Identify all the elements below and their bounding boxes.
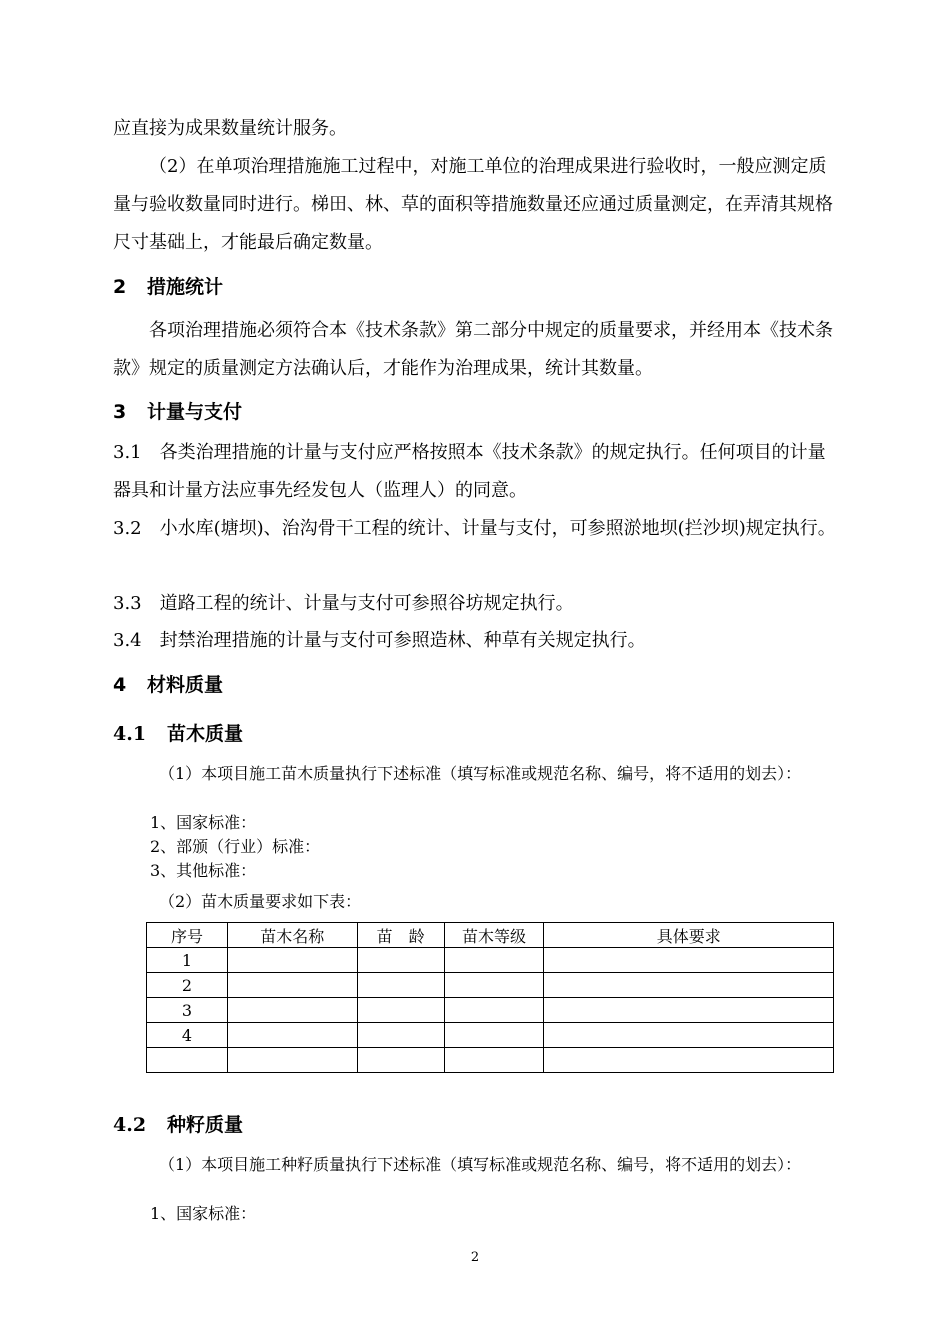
standard-item-ministry: 2、部颁（行业）标准： — [150, 837, 321, 856]
table-cell — [544, 1023, 834, 1048]
clause-3-4: 3.4 封禁治理措施的计量与支付可参照造林、种草有关规定执行。 — [113, 630, 646, 651]
table-header-cell: 苗 龄 — [357, 923, 444, 948]
table-cell: 4 — [147, 1023, 228, 1048]
table-cell — [544, 998, 834, 1023]
table-cell — [357, 1023, 444, 1048]
table-cell — [227, 1048, 357, 1073]
table-cell — [357, 973, 444, 998]
section-title: 措施统计 — [147, 276, 224, 298]
table-cell — [227, 973, 357, 998]
subsection-heading-4-1 — [113, 719, 243, 746]
table-row — [147, 1023, 834, 1048]
table-cell — [444, 1023, 544, 1048]
table-cell — [227, 998, 357, 1023]
section-heading-3 — [113, 397, 242, 424]
page-number: 2 — [470, 1250, 480, 1265]
section-title: 材料质量 — [147, 674, 224, 696]
standard-item-national: 1、国家标准： — [150, 813, 257, 832]
subsection-title: 种籽质量 — [167, 1114, 244, 1136]
table-row — [147, 973, 834, 998]
subsection-number: 4.2 — [113, 1114, 147, 1136]
subsection-heading-4-2 — [113, 1110, 243, 1137]
table-row — [147, 948, 834, 973]
table-header-cell: 具体要求 — [544, 923, 834, 948]
table-cell — [227, 948, 357, 973]
table-row — [147, 998, 834, 1023]
section-number: 3 — [113, 401, 127, 423]
section-2-body: 各项治理措施必须符合本《技术条款》第二部分中规定的质量要求，并经用本《技术条款》规定的质量测定方法确认后，才能作为治理成果，统计其数量。 — [113, 320, 833, 379]
subsection-number: 4.1 — [113, 723, 147, 745]
table-cell: 1 — [147, 948, 228, 973]
section-title: 计量与支付 — [147, 401, 243, 423]
table-cell — [444, 1048, 544, 1073]
paragraph-continuation: 应直接为成果数量统计服务。 — [113, 118, 347, 139]
section-number: 4 — [113, 674, 127, 696]
table-cell: 2 — [147, 973, 228, 998]
table-cell: 3 — [147, 998, 228, 1023]
table-cell — [444, 973, 544, 998]
clause-3-3: 3.3 道路工程的统计、计量与支付可参照谷坊规定执行。 — [113, 593, 574, 614]
section-heading-4 — [113, 670, 223, 697]
section-heading-2 — [113, 272, 223, 299]
standard-item-other: 3、其他标准： — [150, 861, 257, 880]
subsection-4-1-para-2: （2）苗木质量要求如下表： — [159, 892, 362, 911]
table-cell — [444, 948, 544, 973]
table-cell — [357, 1048, 444, 1073]
table-header-row — [147, 923, 834, 948]
table-cell — [444, 998, 544, 1023]
subsection-title: 苗木质量 — [167, 723, 244, 745]
paragraph-item-2: （2）在单项治理措施施工过程中，对施工单位的治理成果进行验收时，一般应测定质量与验收数量同时进行。梯田、林、草的面积等措施数量还应通过质量测定，在弄清其规格尺寸基础上，才能最后确定数量。 — [113, 156, 833, 253]
table-cell — [227, 1023, 357, 1048]
section-number: 2 — [113, 276, 127, 298]
clause-3-2: 3.2 小水库(塘坝)、治沟骨干工程的统计、计量与支付，可参照淤地坝(拦沙坝)规定执行。 — [113, 518, 836, 539]
table-cell — [544, 973, 834, 998]
table-cell — [544, 1048, 834, 1073]
table-cell — [357, 998, 444, 1023]
seedling-quality-table — [146, 922, 834, 1073]
standard-item-national: 1、国家标准： — [150, 1204, 257, 1223]
table-cell — [357, 948, 444, 973]
table-cell — [544, 948, 834, 973]
table-header-cell: 序号 — [147, 923, 228, 948]
table-header-cell: 苗木名称 — [227, 923, 357, 948]
table-cell — [147, 1048, 228, 1073]
subsection-4-2-para-1: （1）本项目施工种籽质量执行下述标准（填写标准或规范名称、编号，将不适用的划去）： — [159, 1155, 802, 1174]
table-header-cell: 苗木等级 — [444, 923, 544, 948]
clause-3-1: 3.1 各类治理措施的计量与支付应严格按照本《技术条款》的规定执行。任何项目的计量器具和计量方法应事先经发包人（监理人）的同意。 — [113, 442, 826, 501]
table-row — [147, 1048, 834, 1073]
subsection-4-1-para-1: （1）本项目施工苗木质量执行下述标准（填写标准或规范名称、编号，将不适用的划去）： — [159, 764, 802, 783]
